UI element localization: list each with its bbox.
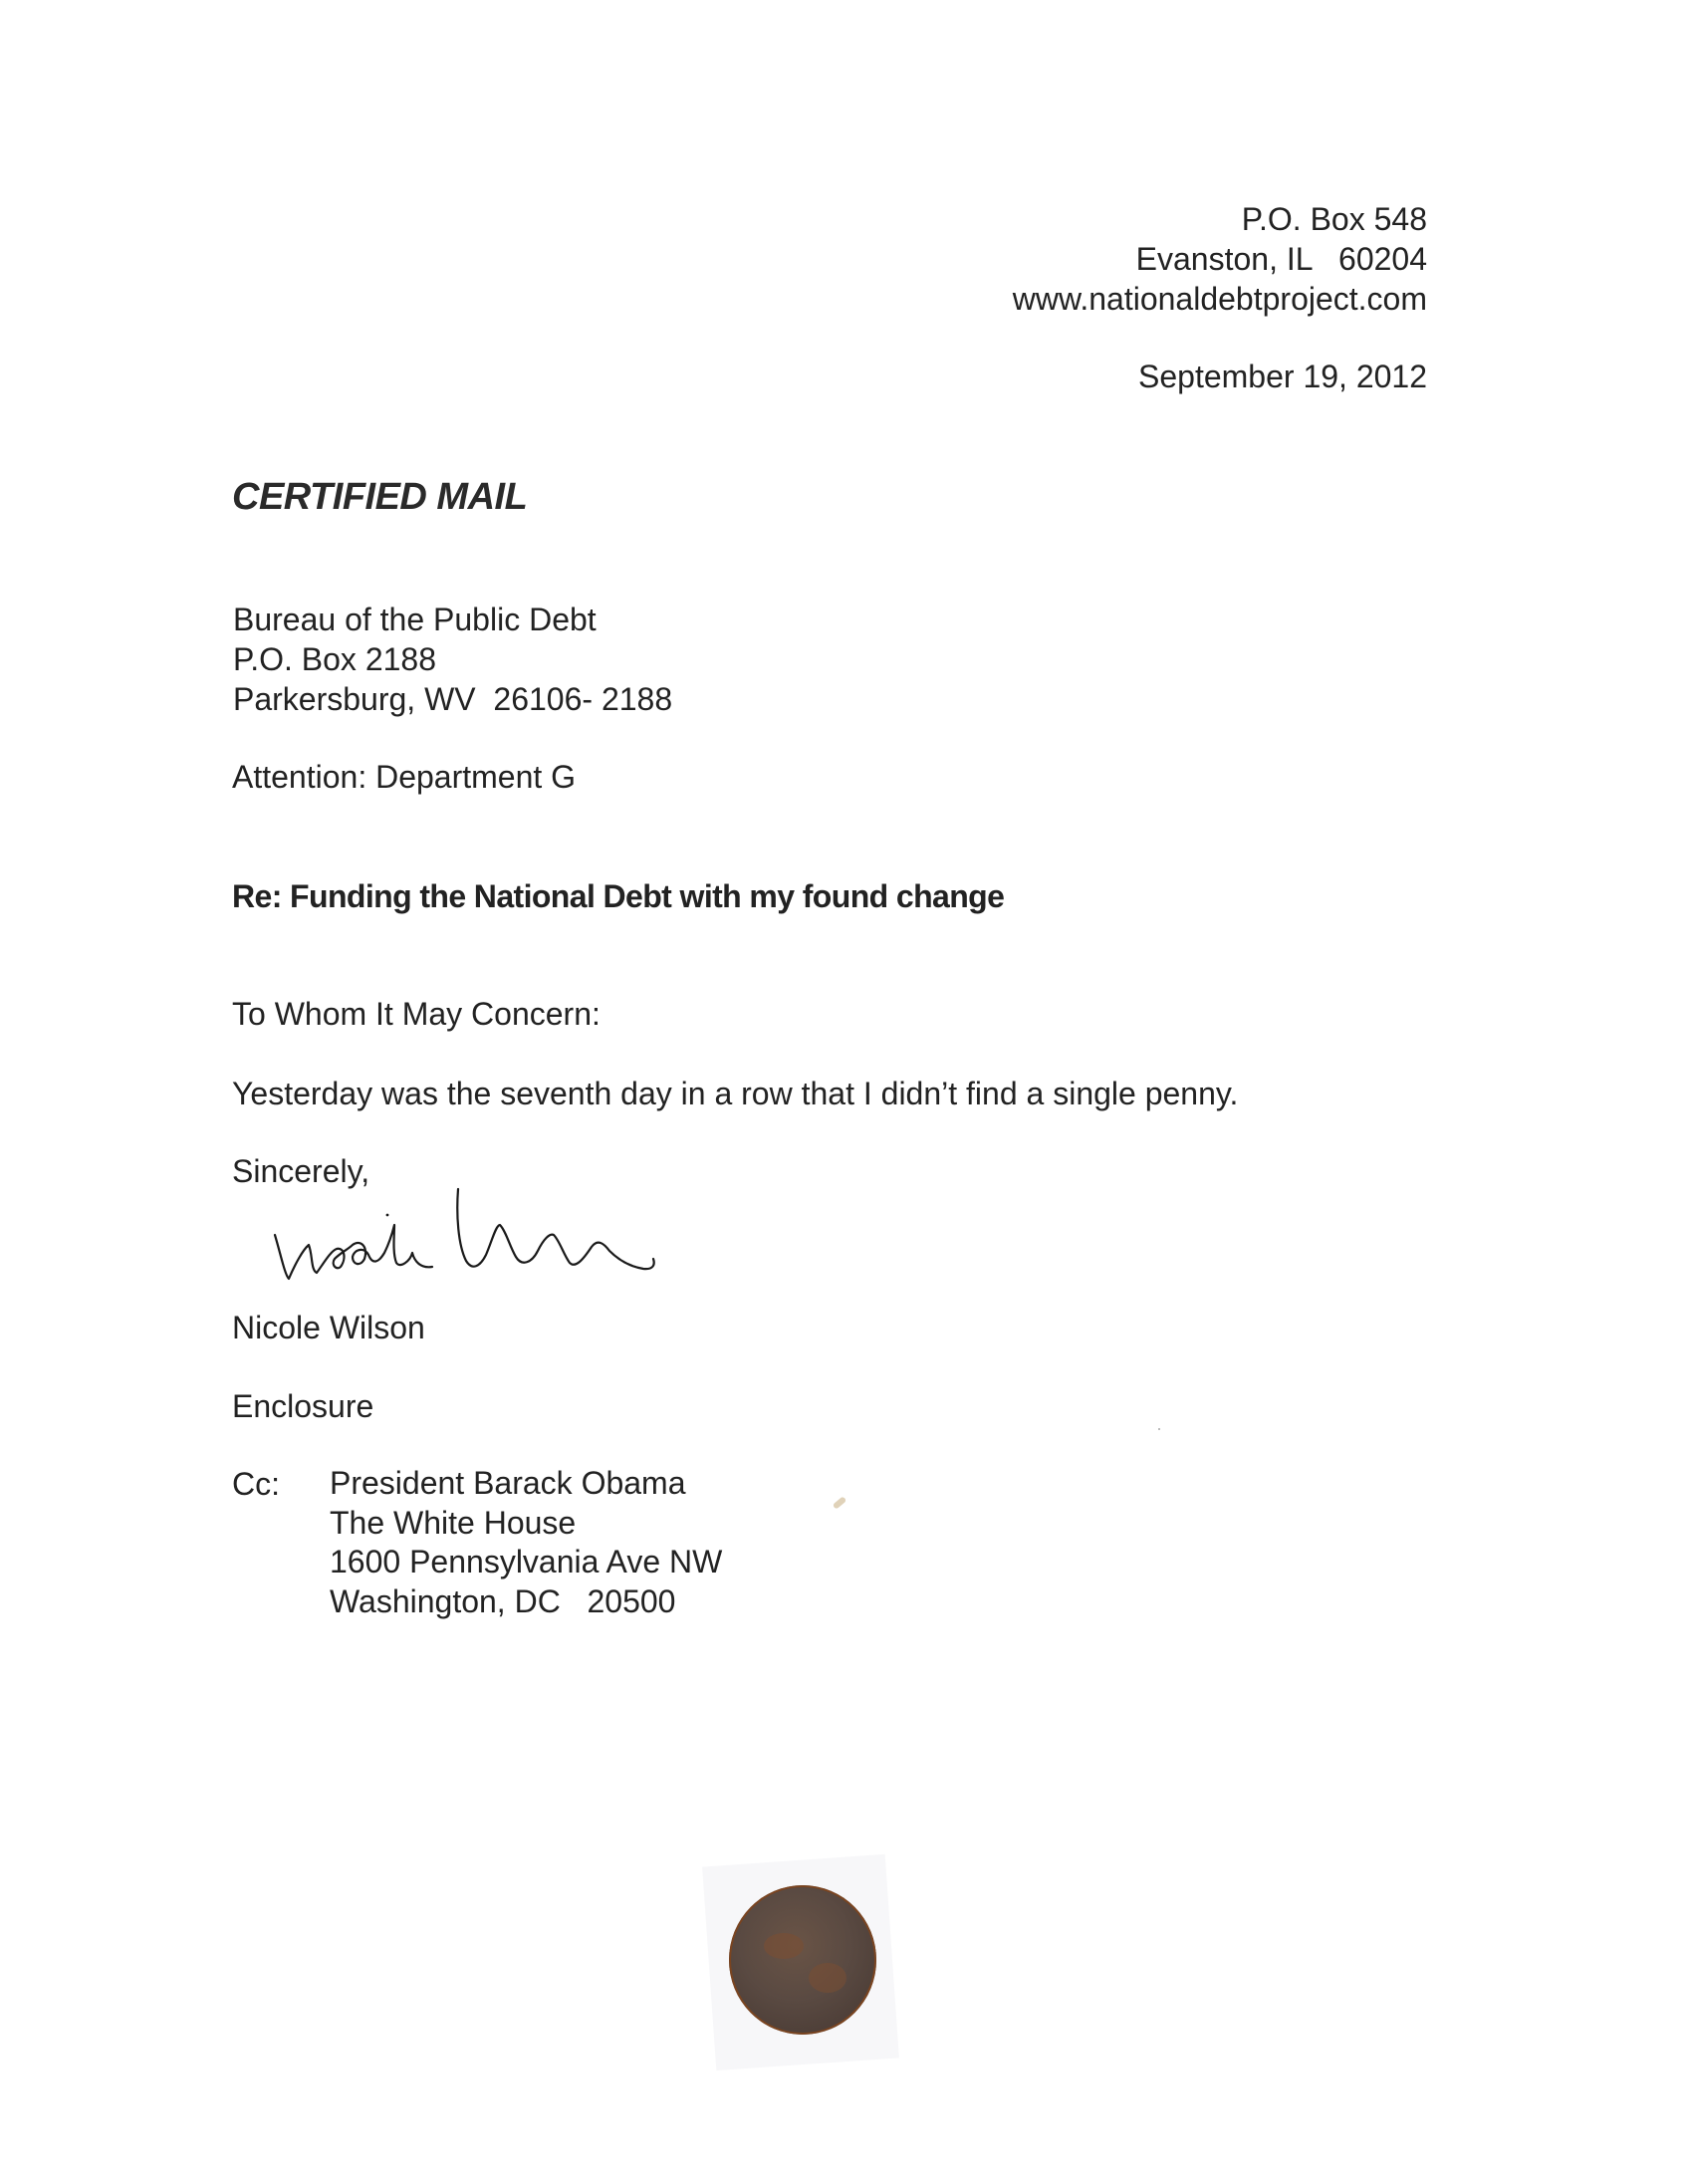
recipient-name: Bureau of the Public Debt [233, 602, 597, 637]
recipient-address-block [233, 600, 672, 719]
scan-speck [833, 1496, 847, 1510]
handwritten-signature [261, 1175, 729, 1305]
scan-dot [1158, 1428, 1160, 1430]
sender-address-line1: P.O. Box 548 [1241, 201, 1427, 237]
signature-stroke-first-name [275, 1225, 432, 1279]
cc-line: Washington, DC 20500 [330, 1582, 676, 1619]
sender-website: www.nationaldebtproject.com [1012, 281, 1427, 317]
subject-line: Re: Funding the National Debt with my found change [232, 878, 1005, 914]
penny-stain [809, 1963, 846, 1993]
letter-body: Yesterday was the seventh day in a row that I didn’t find a single penny. [232, 1076, 1239, 1111]
cc-line: 1600 Pennsylvania Ave NW [330, 1544, 723, 1579]
cc-line: The White House [330, 1504, 577, 1541]
recipient-address-line1: P.O. Box 2188 [233, 641, 436, 677]
sender-address-line2: Evanston, IL 60204 [1135, 241, 1427, 277]
penny-stain [764, 1933, 804, 1959]
enclosure-notation: Enclosure [232, 1388, 374, 1424]
enclosed-penny [729, 1885, 876, 2035]
salutation: To Whom It May Concern: [232, 996, 601, 1032]
signature-stroke-last-name [457, 1189, 653, 1269]
sender-address-block [1013, 199, 1427, 319]
letter-date: September 19, 2012 [1138, 359, 1427, 394]
certified-mail-heading: CERTIFIED MAIL [232, 476, 528, 518]
closing: Sincerely, [232, 1153, 370, 1189]
cc-line: President Barack Obama [330, 1465, 686, 1501]
cc-label: Cc: [232, 1466, 280, 1502]
recipient-address-line2: Parkersburg, WV 26106- 2188 [233, 681, 673, 717]
cc-recipient-block [330, 1464, 722, 1621]
signature-i-dot [386, 1214, 389, 1217]
attention-line: Attention: Department G [232, 759, 577, 795]
signer-name: Nicole Wilson [232, 1310, 425, 1345]
